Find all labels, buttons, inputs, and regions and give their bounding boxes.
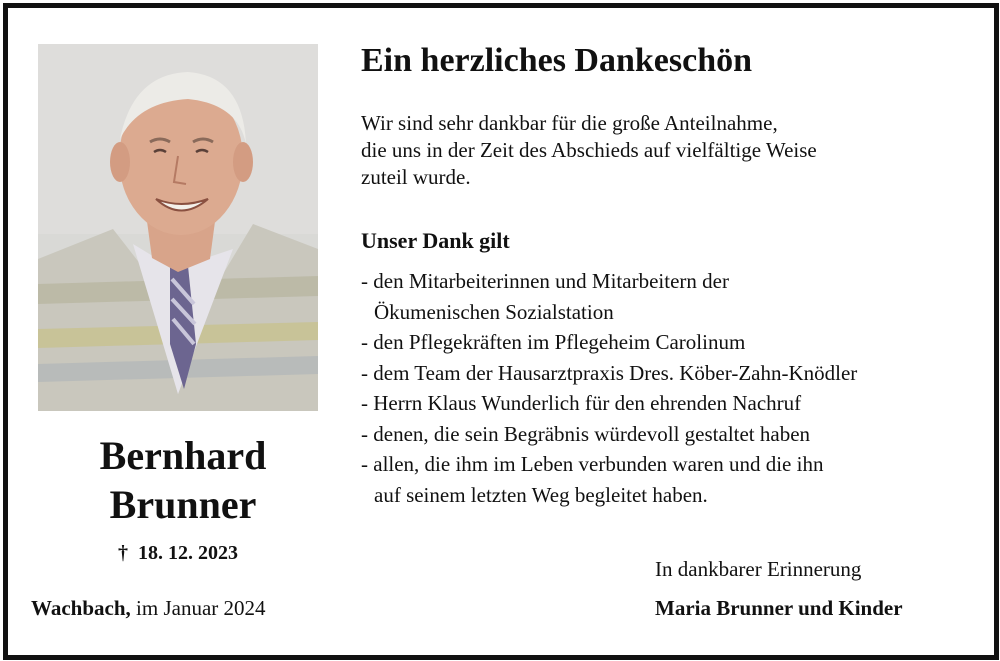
page-title: Ein herzliches Dankeschön [361,42,753,79]
closing-phrase: In dankbarer Erinnerung [655,557,862,581]
list-item: - denen, die sein Begräbnis würdevoll gestaltet haben [361,421,811,446]
list-item-continuation: Ökumenischen Sozialstation [374,299,614,324]
intro-line: zuteil wurde. [361,165,471,189]
intro-line: die uns in der Zeit des Abschieds auf vielfältige Weise [361,138,817,162]
thanks-list [361,266,857,510]
intro-paragraph [361,110,817,191]
portrait-photo [38,44,318,411]
list-item: - allen, die ihm im Leben verbunden waren und die ihn [361,452,824,476]
death-date-line [38,542,318,565]
intro-line: Wir sind sehr dankbar für die große Anteilnahme, [361,111,778,135]
death-date: 18. 12. 2023 [138,542,238,564]
deceased-first-name: Bernhard [99,433,267,478]
list-item: - den Mitarbeiterinnen und Mitarbeitern der [361,269,729,293]
list-item: - den Pflegekräften im Pflegeheim Carolinum [361,330,746,354]
list-item-continuation: auf seinem letzten Weg begleitet haben. [374,482,708,507]
place-date-line [31,596,266,621]
place-name: Wachbach, [31,596,131,620]
cross-icon: † [118,542,128,564]
date-text: im Januar 2024 [136,596,266,620]
list-item: - dem Team der Hausarztpraxis Dres. Köber-Zahn-Knödler [361,360,858,385]
list-item: - Herrn Klaus Wunderlich für den ehrenden Nachruf [361,391,802,415]
signature: Maria Brunner und Kinder [655,596,903,620]
deceased-last-name: Brunner [109,482,257,527]
thanks-heading: Unser Dank gilt [361,228,510,253]
